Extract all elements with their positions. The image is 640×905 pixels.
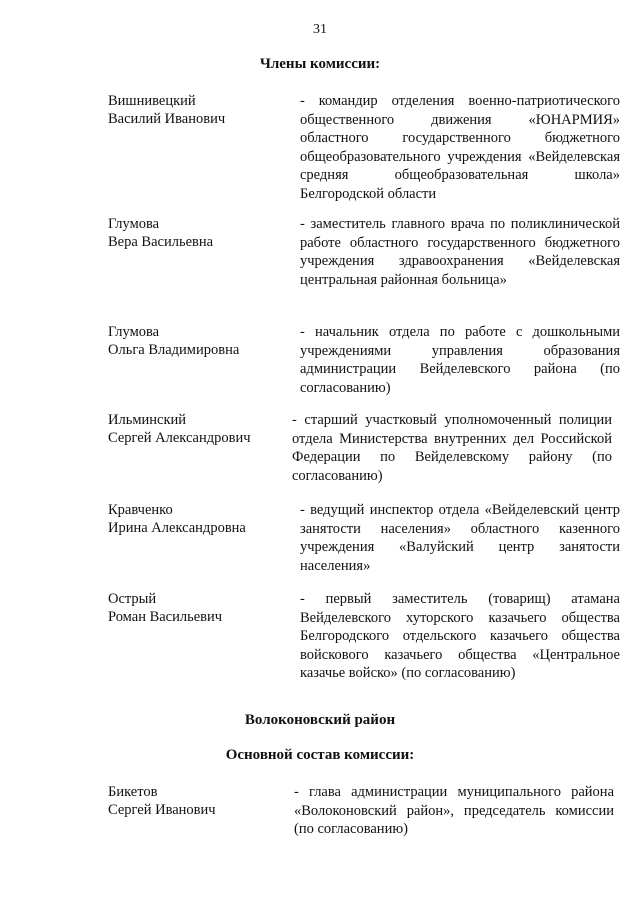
member-given-name: Василий Иванович [108, 111, 226, 127]
member-name [108, 92, 293, 128]
member-given-name: Вера Васильевна [108, 234, 214, 250]
member-role: - первый заместитель (товарищ) атамана Вейделевского хуторского казачьего общества Белгородского отдельского казачьего общества войскового казачьего общества «Центральное казачье войско» (по согласованию) [300, 591, 620, 682]
member-role: - ведущий инспектор отдела «Вейделевский центр занятости населения» областного казенного учреждения «Валуйский центр занятости населения» [300, 502, 620, 574]
members-heading: Члены комиссии: [259, 56, 381, 72]
page-number: 31 [313, 22, 327, 37]
member-surname: Острый [108, 591, 157, 607]
member-surname: Кравченко [108, 502, 173, 518]
main-composition-heading: Основной состав комиссии: [225, 747, 415, 763]
member-name [108, 215, 293, 251]
member-surname: Вишнивецкий [108, 93, 196, 109]
member-given-name: Роман Васильевич [108, 609, 223, 625]
member-role: - старший участковый уполномоченный полиции отдела Министерства внутренних дел Российской Федерации по Вейделевскому району (по согласованию) [292, 412, 612, 484]
member-name [108, 501, 293, 537]
member-role: - начальник отдела по работе с дошкольными учреждениями управления образования администрации Вейделевского района (по согласованию) [300, 324, 620, 396]
member-surname: Ильминский [108, 412, 187, 428]
member-given-name: Ирина Александровна [108, 520, 246, 536]
member-surname: Глумова [108, 324, 160, 340]
member-surname: Бикетов [108, 784, 158, 800]
member-name [108, 783, 293, 819]
member-name [108, 590, 293, 626]
member-given-name: Сергей Александрович [108, 430, 251, 446]
member-name [108, 323, 293, 359]
member-surname: Глумова [108, 216, 160, 232]
district-heading: Волоконовский район [244, 712, 396, 728]
member-role: - заместитель главного врача по поликлинической работе областного государственного бюджетного учреждения здравоохранения «Вейделевская центральная районная больница» [300, 216, 620, 288]
member-role: - командир отделения военно-патриотического общественного движения «ЮНАРМИЯ» областного государственного бюджетного общеобразовательного учреждения «Вейделевская средняя общеобразовательная школа» Белгородской области [300, 93, 620, 202]
member-role: - глава администрации муниципального района «Волоконовский район», председатель комиссии (по согласованию) [294, 784, 614, 838]
member-given-name: Сергей Иванович [108, 802, 216, 818]
member-name [108, 411, 293, 447]
member-given-name: Ольга Владимировна [108, 342, 240, 358]
